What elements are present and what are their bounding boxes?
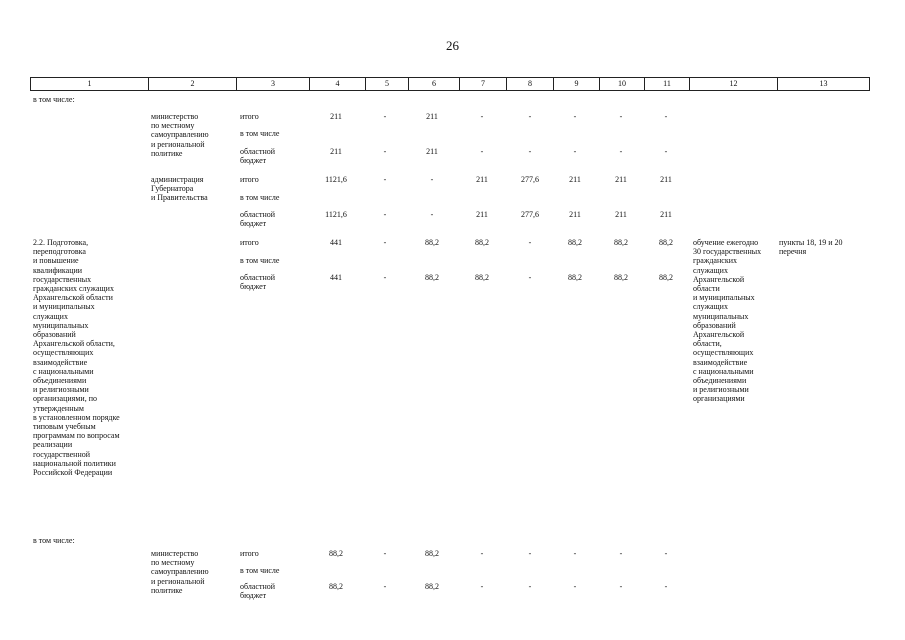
header-col-1: 1: [31, 78, 149, 91]
value-cell: 211: [476, 175, 488, 184]
value-cell: 441: [330, 273, 342, 282]
header-col-2: 2: [149, 78, 237, 91]
value-cell: 441: [330, 238, 342, 247]
item-2-2-description: 2.2. Подготовка, переподготовка и повышение квалификации государственных гражданских служащих Архангельской области и муниципальных служащих муниципальных образований Архангельской области, осуществляющих взаимодействие с национальными объединениями и религиозными организациями, по утвержденным в установленном порядке типовым учебным программам по вопросам реализации государственной национальной политики Российской Федерации: [33, 238, 120, 478]
header-col-13: 13: [778, 78, 870, 91]
value-cell: 88,2: [568, 238, 582, 247]
value-cell: -: [383, 175, 387, 184]
value-cell: -: [528, 112, 532, 121]
value-cell: -: [528, 582, 532, 591]
oblastnoy-budget-label: областной бюджет: [240, 210, 276, 229]
value-cell: -: [528, 273, 532, 282]
v-tom-chisle-label: в том числе: [240, 256, 280, 265]
oblastnoy-budget-label: областной бюджет: [240, 582, 276, 601]
header-col-11: 11: [645, 78, 690, 91]
value-cell: -: [619, 549, 623, 558]
value-cell: 211: [476, 210, 488, 219]
header-col-4: 4: [310, 78, 366, 91]
value-cell: 1121,6: [325, 210, 347, 219]
value-cell: -: [383, 549, 387, 558]
value-cell: 211: [330, 147, 342, 156]
value-cell: 88,2: [568, 273, 582, 282]
value-cell: 277,6: [521, 175, 539, 184]
value-cell: 211: [615, 175, 627, 184]
itogo-label: итого: [240, 175, 259, 184]
org-administration: администрация Губернатора и Правительства: [151, 175, 208, 203]
value-cell: -: [619, 582, 623, 591]
value-cell: 277,6: [521, 210, 539, 219]
value-cell: -: [430, 210, 434, 219]
value-cell: 88,2: [475, 238, 489, 247]
value-cell: -: [383, 210, 387, 219]
value-cell: 211: [426, 112, 438, 121]
value-cell: 211: [660, 210, 672, 219]
value-cell: 88,2: [425, 238, 439, 247]
value-cell: -: [664, 582, 668, 591]
page-number: 26: [446, 38, 459, 53]
oblastnoy-budget-label: областной бюджет: [240, 273, 276, 292]
value-cell: -: [480, 112, 484, 121]
value-cell: -: [480, 549, 484, 558]
value-cell: 211: [569, 175, 581, 184]
col12-result-text: обучение ежегодно 30 государственных гражданских служащих Архангельской области и муниципальных служащих муниципальных образований Архангельской области, осуществляющих взаимодействие с национальными объединениями и религиозными организациями: [693, 238, 762, 404]
header-col-3: 3: [237, 78, 310, 91]
header-col-5: 5: [366, 78, 409, 91]
value-cell: -: [383, 147, 387, 156]
value-cell: 211: [569, 210, 581, 219]
itogo-label: итого: [240, 112, 259, 121]
incl-label: в том числе:: [33, 95, 75, 104]
v-tom-chisle-label: в том числе: [240, 129, 280, 138]
v-tom-chisle-label: в том числе: [240, 193, 280, 202]
value-cell: -: [619, 147, 623, 156]
value-cell: 88,2: [425, 273, 439, 282]
value-cell: -: [383, 582, 387, 591]
value-cell: 88,2: [475, 273, 489, 282]
org-ministry-1: министерство по местному самоуправлению и региональной политике: [151, 112, 209, 158]
org-ministry-2: министерство по местному самоуправлению и региональной политике: [151, 549, 209, 595]
value-cell: -: [573, 147, 577, 156]
value-cell: -: [573, 112, 577, 121]
value-cell: 211: [330, 112, 342, 121]
value-cell: -: [573, 549, 577, 558]
value-cell: 88,2: [425, 549, 439, 558]
value-cell: 211: [660, 175, 672, 184]
v-tom-chisle-label: в том числе: [240, 566, 280, 575]
header-col-10: 10: [600, 78, 645, 91]
value-cell: -: [528, 549, 532, 558]
header-col-9: 9: [554, 78, 600, 91]
value-cell: 88,2: [329, 582, 343, 591]
itogo-label: итого: [240, 549, 259, 558]
value-cell: -: [528, 147, 532, 156]
header-col-8: 8: [507, 78, 554, 91]
oblastnoy-budget-label: областной бюджет: [240, 147, 276, 166]
value-cell: 211: [426, 147, 438, 156]
value-cell: 211: [615, 210, 627, 219]
value-cell: -: [383, 238, 387, 247]
col13-reference: пункты 18, 19 и 20 перечня: [779, 238, 843, 257]
header-col-6: 6: [409, 78, 460, 91]
value-cell: -: [430, 175, 434, 184]
value-cell: -: [383, 273, 387, 282]
incl-label: в том числе:: [33, 536, 75, 545]
value-cell: -: [573, 582, 577, 591]
itogo-label: итого: [240, 238, 259, 247]
header-col-12: 12: [690, 78, 778, 91]
value-cell: -: [528, 238, 532, 247]
column-number-header: [30, 77, 870, 91]
value-cell: 88,2: [659, 273, 673, 282]
value-cell: 88,2: [329, 549, 343, 558]
value-cell: -: [664, 112, 668, 121]
value-cell: -: [664, 147, 668, 156]
value-cell: -: [480, 147, 484, 156]
value-cell: -: [619, 112, 623, 121]
value-cell: -: [664, 549, 668, 558]
value-cell: 88,2: [425, 582, 439, 591]
value-cell: 1121,6: [325, 175, 347, 184]
value-cell: 88,2: [614, 273, 628, 282]
value-cell: -: [383, 112, 387, 121]
header-col-7: 7: [460, 78, 507, 91]
value-cell: -: [480, 582, 484, 591]
value-cell: 88,2: [614, 238, 628, 247]
value-cell: 88,2: [659, 238, 673, 247]
